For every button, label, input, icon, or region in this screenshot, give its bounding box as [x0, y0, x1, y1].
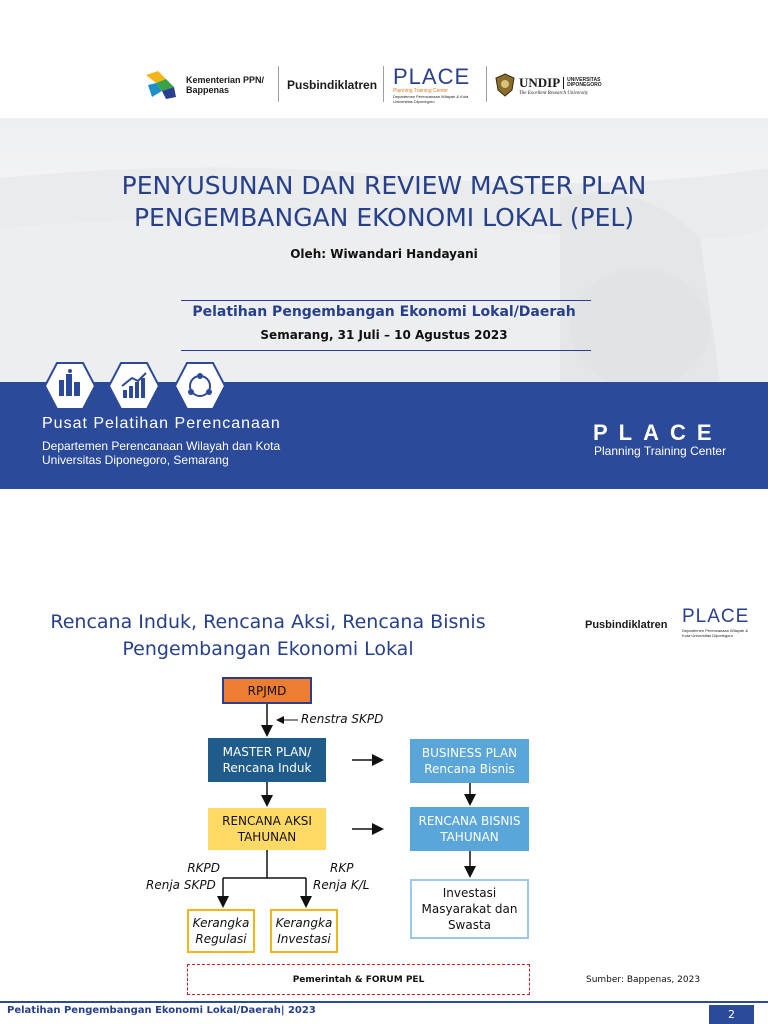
master-plan-line1: MASTER PLAN/ [222, 745, 312, 759]
place-wordmark: PLACE [593, 420, 723, 445]
business-plan-line2: Rencana Bisnis [424, 762, 515, 776]
renja-skpd-label: Renja SKPD [146, 878, 216, 892]
logo-divider [383, 66, 384, 102]
master-plan-line2: Rencana Induk [222, 761, 312, 775]
place-tagline: Planning Training Center [594, 444, 727, 458]
center-name: Pusat Pelatihan Perencanaan [42, 415, 281, 432]
bappenas-line1: Kementerian PPN/ [186, 75, 265, 85]
slide-title-line1: Rencana Induk, Rencana Aksi, Rencana Bisnis [50, 611, 486, 633]
rkp-label: RKP [330, 861, 354, 875]
hexagon-network-icon [174, 362, 226, 410]
pusbindiklatren-text: Pusbindiklatren [287, 78, 378, 92]
content-slide [0, 489, 768, 1024]
department [42, 439, 280, 467]
renstra-label: Renstra SKPD [301, 712, 384, 726]
place-logo-sub: Departemen Perencanaan Wilayah & Kota Universitas Diponegoro [682, 628, 749, 638]
logo-bar [0, 0, 768, 118]
logo-divider [278, 66, 279, 102]
bappenas-emblem-icon [144, 69, 178, 101]
cover-title-line1: PENYUSUNAN DAN REVIEW MASTER PLAN [121, 171, 647, 200]
undip-logo [495, 64, 601, 106]
kerangka-regulasi-box [187, 909, 255, 953]
training-dates: Semarang, 31 Juli – 10 Agustus 2023 [260, 328, 508, 342]
pusbindiklatren-logo [287, 64, 377, 106]
investasi-box [410, 879, 529, 939]
source-note: Sumber: Bappenas, 2023 [586, 975, 701, 985]
place-logo [393, 64, 473, 106]
cover-title [0, 170, 768, 234]
department-line2: Universitas Diponegoro, Semarang [42, 453, 229, 467]
renja-kl-label: Renja K/L [313, 878, 370, 892]
cover-title-line2: PENGEMBANGAN EKONOMI LOKAL (PEL) [133, 203, 635, 232]
divider-line [181, 350, 591, 351]
rencana-aksi-line2: TAHUNAN [237, 830, 297, 844]
footer-line [0, 1001, 768, 1003]
slide-title-line2: Pengembangan Ekonomi Lokal [122, 638, 414, 660]
logo-divider [486, 66, 487, 102]
rencana-aksi-box [208, 808, 326, 850]
undip-side-text: UNIVERSITAS DIPONEGORO [567, 76, 602, 88]
business-plan-box [410, 739, 529, 783]
pusbindiklatren-logo: Pusbindiklatren [585, 619, 668, 631]
rencana-aksi-line1: RENCANA AKSI [222, 814, 312, 828]
place-logo-sub2: Departemen Perencanaan Wilayah & Kota Universitas Diponegoro [393, 94, 469, 104]
kerangka-investasi-line2: Investasi [277, 932, 331, 946]
investasi-line1: Investasi [442, 886, 497, 900]
hexagon-city-icon [44, 362, 96, 410]
department-line1: Departemen Perencanaan Wilayah dan Kota [42, 439, 281, 453]
place-logo-text: PLACE [393, 64, 471, 89]
business-plan-line1: BUSINESS PLAN [421, 746, 518, 760]
undip-text: UNDIP [519, 74, 561, 90]
bappenas-logo [144, 64, 264, 106]
kerangka-investasi-box [270, 909, 338, 953]
place-logo-sub: Planning Training Center [393, 88, 449, 94]
investasi-line2: Masyarakat dan [421, 902, 518, 916]
author: Oleh: Wiwandari Handayani [290, 247, 478, 261]
kerangka-regulasi-line2: Regulasi [195, 932, 247, 946]
undip-tagline: The Excellent Research University [519, 90, 589, 96]
forum-pel-box: Pemerintah & FORUM PEL [187, 964, 530, 995]
rencana-bisnis-tahunan-box [410, 807, 529, 851]
investasi-line3: Swasta [447, 918, 492, 932]
cover-slide [0, 0, 768, 489]
master-plan-box [208, 738, 326, 782]
undip-seal-icon [495, 73, 515, 97]
rencana-bisnis-line1: RENCANA BISNIS [418, 814, 521, 828]
page-number: 2 [709, 1005, 754, 1024]
footer-text: Pelatihan Pengembangan Ekonomi Lokal/Daerah| 2023 [7, 1005, 316, 1016]
diagram-connectors [0, 489, 768, 1024]
kerangka-regulasi-line1: Kerangka [192, 916, 250, 930]
rencana-bisnis-line2: TAHUNAN [440, 830, 499, 844]
training-name: Pelatihan Pengembangan Ekonomi Lokal/Daerah [192, 304, 576, 320]
bappenas-line2: Bappenas [186, 85, 230, 95]
hexagon-growth-chart-icon [108, 362, 160, 410]
kerangka-investasi-line1: Kerangka [275, 916, 333, 930]
rpjmd-box: RPJMD [222, 677, 312, 704]
place-logo: PLACE [682, 606, 750, 627]
divider-line [181, 300, 591, 301]
rkpd-label: RKPD [187, 861, 220, 875]
